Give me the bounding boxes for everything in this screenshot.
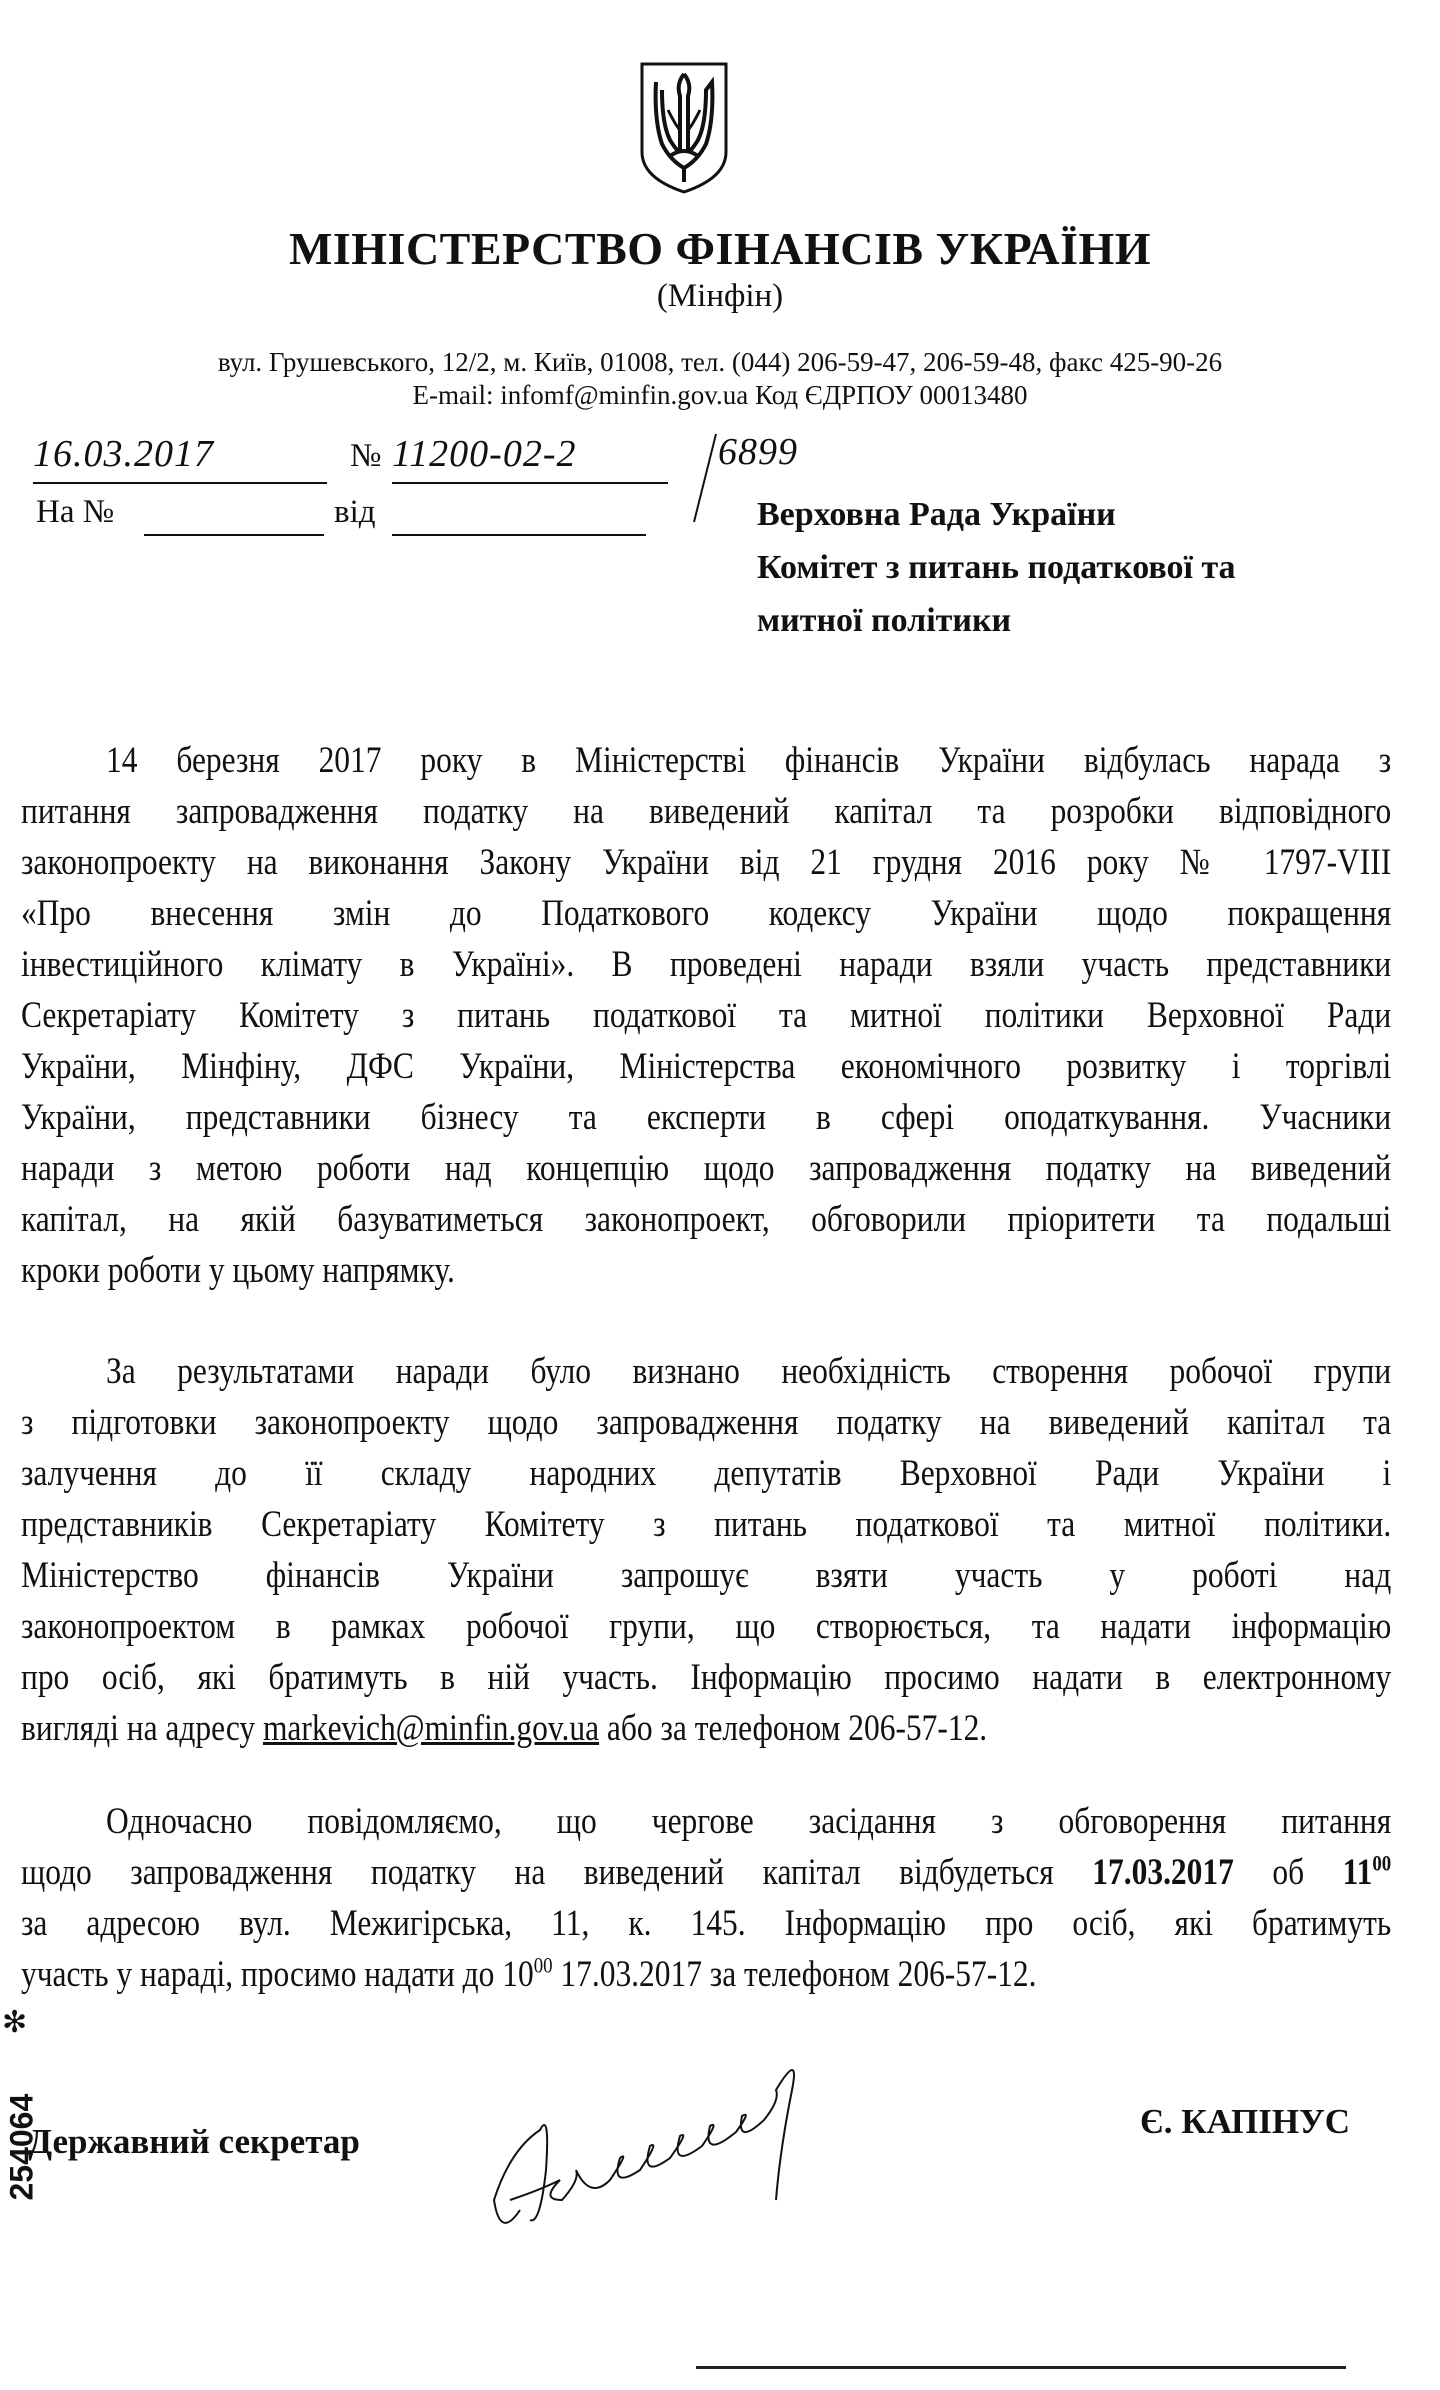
recipient-line: Верховна Рада України: [757, 496, 1116, 533]
text-segment: або за телефоном 206-57-12.: [599, 1708, 988, 1749]
ministry-abbreviation: (Мінфін): [656, 278, 784, 314]
paragraph-line: Міністерство фінансів України запрошує взяти участь у роботі над: [21, 1555, 1392, 1596]
reply-number-field: [144, 500, 324, 536]
paragraph-line: [21, 1847, 1391, 1898]
text-segment: 00: [1372, 1850, 1392, 1876]
paragraph-line: 14 березня 2017 року в Міністерстві фінансів України відбулась нарада з: [106, 740, 1392, 781]
paragraph-line: капітал, на якій базуватиметься законопроект, обговорили пріоритети та подальші: [21, 1199, 1392, 1240]
paragraph-line: Секретаріату Комітету з питань податкової та митної політики Верховної Ради: [21, 995, 1392, 1036]
trident-emblem-icon: [636, 60, 732, 196]
paragraph-line: про осіб, які братимуть в ній участь. Інформацію просимо надати в електронному: [21, 1657, 1392, 1698]
footer-scan-line: [696, 2366, 1346, 2369]
ministry-title: МІНІСТЕРСТВО ФІНАНСІВ УКРАЇНИ: [288, 223, 1152, 274]
paragraph-line: з підготовки законопроекту щодо запровадження податку на виведений капітал та: [21, 1402, 1392, 1443]
email-link[interactable]: markevich@minfin.gov.ua: [262, 1708, 600, 1749]
paragraph-line: кроки роботи у цьому напрямку.: [21, 1250, 455, 1291]
paragraph-line: представників Секретаріату Комітету з питань податкової та митної політики.: [21, 1504, 1392, 1545]
body-paragraph-1: [21, 735, 1391, 1296]
paragraph-line: інвестиційного клімату в Україні». В проведені наради взяли участь представники: [21, 944, 1392, 985]
text-segment: 17.03.2017: [1092, 1852, 1234, 1893]
paragraph-line: питання запровадження податку на виведений капітал та розробки відповідного: [21, 791, 1392, 832]
recipient-block: [757, 488, 1236, 647]
text-segment: 11: [1342, 1852, 1373, 1893]
paragraph-line: За результатами наради було визнано необхідність створення робочої групи: [106, 1351, 1392, 1392]
reply-from-label: від: [334, 494, 376, 530]
text-segment: вигляді на адресу: [21, 1708, 263, 1749]
outgoing-date-field: [33, 432, 327, 484]
ministry-contact: E-mail: infomf@minfin.gov.ua Код ЄДРПОУ 00013480: [412, 380, 1028, 410]
paragraph-line: Одночасно повідомляємо, що чергове засідання з обговорення питання: [106, 1801, 1392, 1842]
paragraph-line: України, представники бізнесу та експерти в сфері оподаткування. Учасники: [21, 1097, 1392, 1138]
body-paragraph-3: [21, 1796, 1391, 2000]
slash-mark: [680, 430, 720, 530]
paragraph-line: України, Мінфіну, ДФС України, Міністерства економічного розвитку і торгівлі: [21, 1046, 1392, 1087]
outgoing-number-field: [392, 432, 668, 484]
text-segment: 17.03.2017 за телефоном 206-57-12.: [552, 1954, 1037, 1995]
outgoing-number-suffix: 6899: [718, 431, 798, 473]
outgoing-number: 11200-02-2: [392, 433, 577, 475]
signatory-role: Державний секретар: [28, 2122, 360, 2161]
paragraph-line: [21, 1949, 1391, 2000]
text-segment: щодо запровадження податку на виведений капітал відбудеться: [21, 1852, 1093, 1893]
paragraph-line: [21, 1703, 1391, 1754]
paragraph-line: законопроекту на виконання Закону України від 21 грудня 2016 року № 1797-VIII: [21, 842, 1392, 883]
body-paragraph-2: [21, 1346, 1391, 1754]
paragraph-line: «Про внесення змін до Податкового кодексу України щодо покращення: [21, 893, 1392, 934]
recipient-line: митної політики: [757, 602, 1012, 639]
text-segment: 00: [533, 1952, 553, 1978]
reply-number-label: На №: [36, 494, 115, 530]
reply-date-field: [392, 500, 646, 536]
asterisk-mark-icon: ✻: [2, 2006, 28, 2039]
registration-stamp-number: 254064: [3, 2093, 40, 2201]
paragraph-line: за адресою вул. Межигірська, 11, к. 145. Інформацію про осіб, які братимуть: [21, 1903, 1392, 1944]
paragraph-line: законопроектом в рамках робочої групи, що створюється, та надати інформацію: [21, 1606, 1392, 1647]
paragraph-line: наради з метою роботи над концепцію щодо запровадження податку на виведений: [21, 1148, 1392, 1189]
ministry-address: вул. Грушевського, 12/2, м. Київ, 01008, тел. (044) 206-59-47, 206-59-48, факс 425-90-26: [217, 347, 1223, 377]
signatory-name: Є. КАПІНУС: [1140, 2102, 1351, 2141]
handwritten-signature: [480, 2050, 960, 2240]
text-segment: участь у нараді, просимо надати до 10: [21, 1954, 534, 1995]
text-segment: об: [1233, 1852, 1343, 1893]
recipient-line: Комітет з питань податкової та: [757, 549, 1236, 586]
number-label: №: [350, 438, 382, 474]
paragraph-line: залучення до її складу народних депутатів Верховної Ради України і: [21, 1453, 1392, 1494]
outgoing-date: 16.03.2017: [33, 433, 214, 475]
